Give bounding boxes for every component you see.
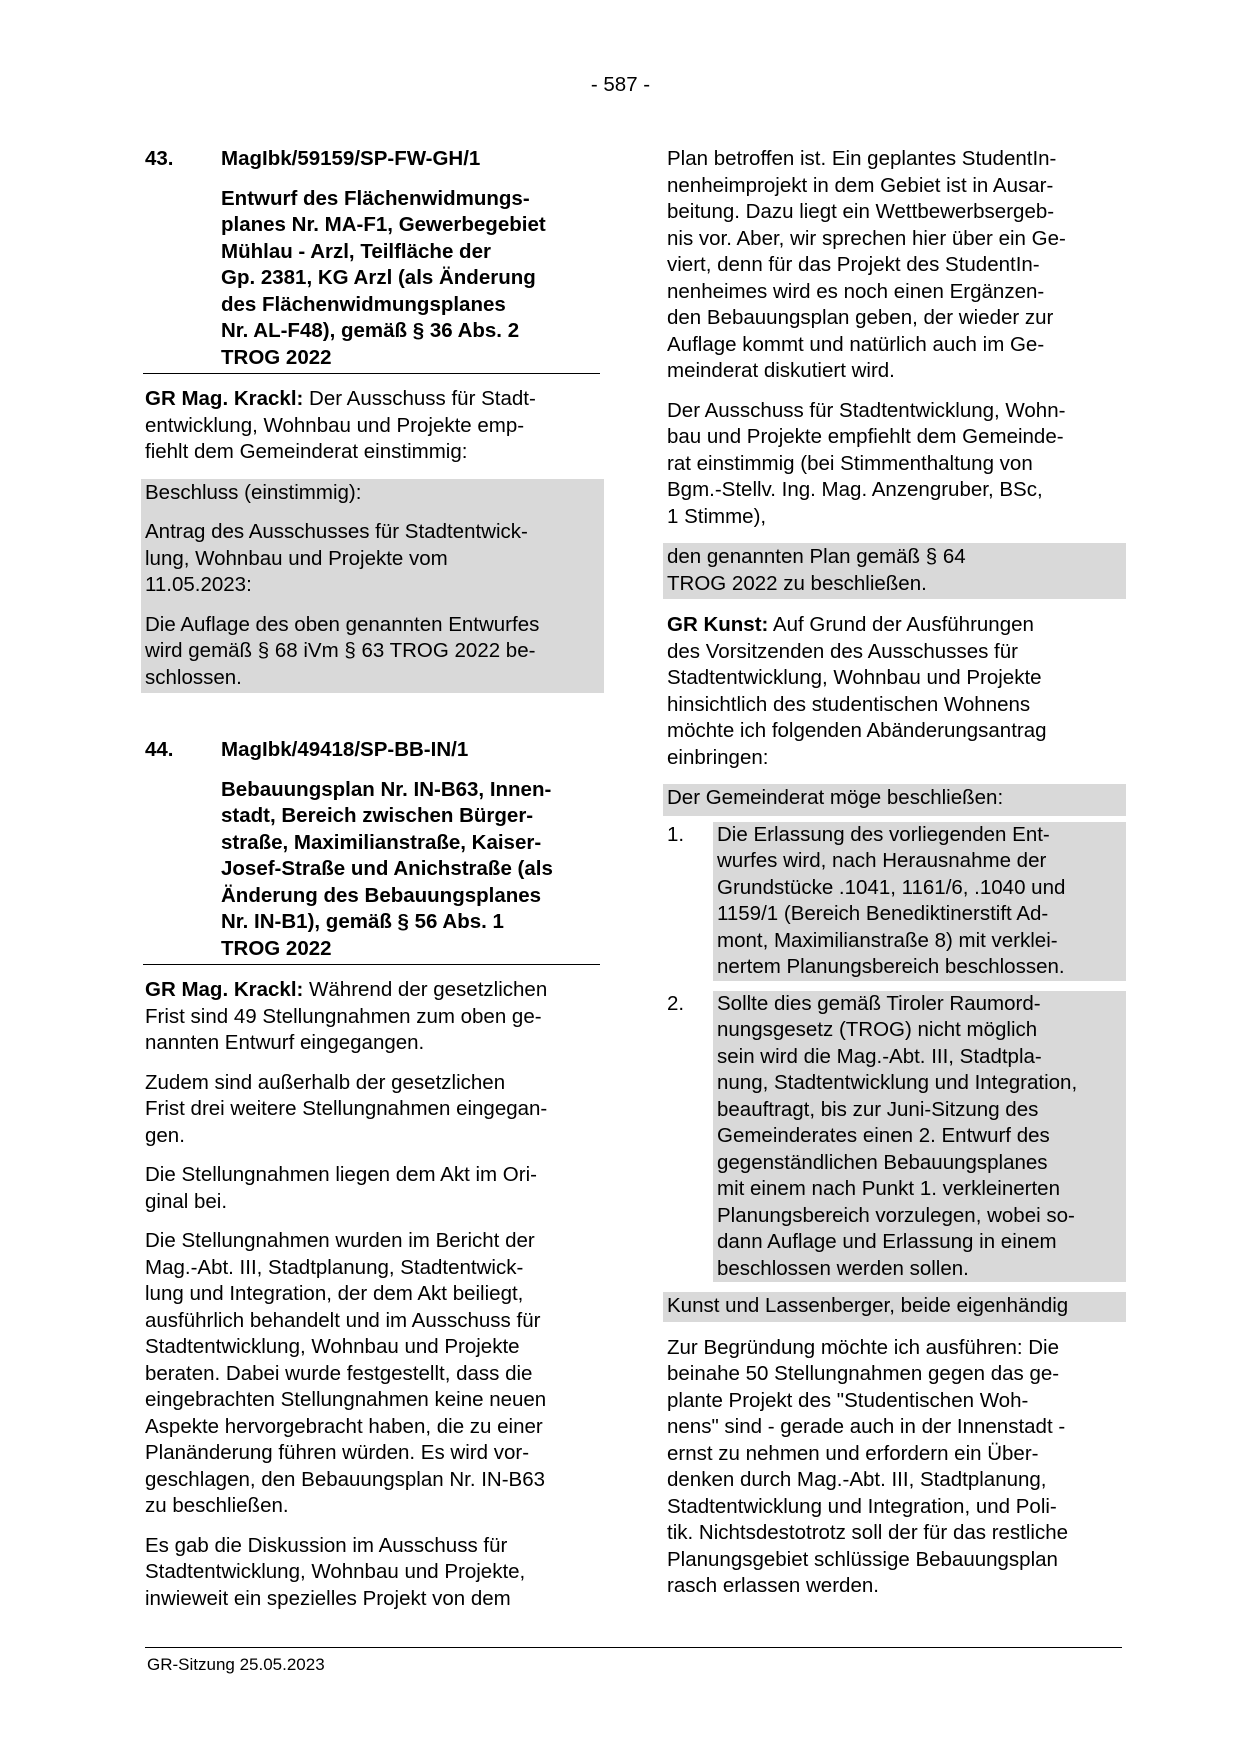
agenda-file-code: MagIbk/59159/SP-FW-GH/1 [221, 147, 481, 170]
decision-text: Die Auflage des oben genannten Entwurfes wird gemäß § 68 iVm § 63 TROG 2022 be- schlossen. [145, 612, 540, 689]
motion-list-item [667, 991, 1122, 1283]
list-number: 2. [667, 991, 685, 1015]
motion-text: Antrag des Ausschusses für Stadtentwick- lung, Wohnbau und Projekte vom 11.05.2023: [145, 520, 528, 596]
agenda-item-header [145, 146, 600, 173]
agenda-number: 44. [145, 738, 174, 761]
speech-text: Der Ausschuss für Stadt- entwicklung, Wohnbau und Projekte emp- fiehlt dem Gemeinderat einstimmig: [145, 387, 536, 463]
divider [143, 373, 600, 374]
right-column [667, 146, 1122, 1600]
agenda-item-43 [145, 146, 600, 693]
list-text: Sollte dies gemäß Tiroler Raumord- nungsgesetz (TROG) nicht möglich sein wird die Mag.-Abt. III, Stadtpla- nung, Stadtentwicklung und Integration, beauftragt, bis zur Juni-Sitzung des Gemeinderates einen 2. Entwurf des gegenständlichen Bebauungsplanes mit einem nach Punkt 1. verkleinerten Planungsbereich vorzulegen, wobei so- dann Auflage und Erlassung in einem beschlossen werden sollen. [713, 991, 1126, 1283]
paragraph: Der Ausschuss für Stadtentwicklung, Wohn- bau und Projekte empfiehlt dem Gemeinde- rat einstimmig (bei Stimmenthaltung von Bgm.-Stellv. Ing. Mag. Anzengruber, BSc, 1 Stimme), [667, 398, 1066, 528]
list-text: Die Erlassung des vorliegenden Ent- wurfes wird, nach Herausnahme der Grundstücke .1041, 1161/6, .1040 und 1159/1 (Bereich Benediktinerstift Ad- mont, Maximilianstraße 8) mit verklei- nertem Planungsbereich beschlossen. [713, 822, 1126, 981]
left-column [145, 146, 600, 1612]
agenda-item-44 [145, 737, 600, 1612]
motion-intro: Der Gemeinderat möge beschließen: [667, 786, 1004, 809]
paragraph: Plan betroffen ist. Ein geplantes StudentIn- nenheimprojekt in dem Gebiet ist in Ausar- beitung. Dazu liegt ein Wettbewerbsergeb- nis vor. Aber, wir sprechen hier über ein Ge- viert, denn für das Projekt des StudentIn- nenheimes wird es noch einen Ergänzen- den Bebauungsplan geben, der wieder zur Auflage kommt und natürlich auch im Ge- meinderat diskutiert wird. [667, 147, 1066, 382]
justification-paragraph: Zur Begründung möchte ich ausführen: Die beinahe 50 Stellungnahmen gegen das ge- plante Projekt des "Studentischen Woh- nens" sind - gerade auch in der Innenstadt - ernst zu nehmen und erfordern ein Über- denken durch Mag.-Abt. III, Stadtplanung, Stadtentwicklung und Integration, und Poli- tik. Nichtsdestotrotz soll der für das restliche Planungsgebiet schlüssige Bebauungsplan rasch erlassen werden. [667, 1335, 1069, 1597]
agenda-number: 43. [145, 147, 174, 170]
speech-paragraph [145, 386, 600, 466]
footer-divider [145, 1647, 1122, 1648]
paragraph: Zudem sind außerhalb der gesetzlichen Frist drei weitere Stellungnahmen eingegan- gen. [145, 1070, 548, 1147]
footer-session-date: GR-Sitzung 25.05.2023 [147, 1655, 325, 1674]
paragraph: Die Stellungnahmen liegen dem Akt im Ori- ginal bei. [145, 1163, 537, 1213]
divider [143, 964, 600, 965]
signatures: Kunst und Lassenberger, beide eigenhändig [667, 1294, 1069, 1317]
speech-text: Auf Grund der Ausführungen des Vorsitzenden des Ausschusses für Stadtentwicklung, Wohnbau und Projekte hinsichtlich des studentischen Wohnens möchte ich folgenden Abänderungsantrag einbringen: [667, 613, 1047, 769]
paragraph: Es gab die Diskussion im Ausschuss für Stadtentwicklung, Wohnbau und Projekte, inwieweit ein spezielles Projekt von dem [145, 1533, 526, 1610]
motion-list-item [667, 822, 1122, 981]
speech-text: Während der gesetzlichen Frist sind 49 Stellungnahmen zum oben ge- nannten Entwurf eingegangen. [145, 978, 548, 1054]
speech-paragraph [667, 612, 1122, 771]
speaker-name: GR Mag. Krackl: [145, 387, 304, 410]
page-number: - 587 - [590, 73, 651, 96]
motion-list [667, 816, 1122, 1285]
agenda-file-code: MagIbk/49418/SP-BB-IN/1 [221, 738, 469, 761]
agenda-title: Bebauungsplan Nr. IN-B63, Innen- stadt, Bereich zwischen Bürger- straße, Maximilianstraße, Kaiser- Josef-Straße und Anichstraße (als Änderung des Bebauungsplanes Nr. IN-B1), gemäß § 56 Abs. 1 TROG 2022 [221, 777, 553, 960]
speaker-name: GR Mag. Krackl: [145, 978, 304, 1001]
speaker-name: GR Kunst: [667, 613, 769, 636]
resolution-label: Beschluss (einstimmig): [145, 480, 362, 504]
agenda-title: Entwurf des Flächenwidmungs- planes Nr. MA-F1, Gewerbegebiet Mühlau - Arzl, Teilfläche der Gp. 2381, KG Arzl (als Änderung des Flächenwidmungsplanes Nr. AL-F48), gemäß § 36 Abs. 2 TROG 2022 [221, 186, 546, 369]
signatures-block [663, 1292, 1126, 1322]
decision-block [663, 543, 1126, 599]
motion-intro-block [663, 784, 1126, 816]
resolution-block [141, 479, 604, 694]
amendment-motion [667, 784, 1122, 1322]
paragraph: Die Stellungnahmen wurden im Bericht der Mag.-Abt. III, Stadtplanung, Stadtentwick- lung und Integration, der dem Akt beiliegt, ausführlich behandelt und im Ausschuss für Stadtentwicklung, Wohnbau und Projekte beraten. Dabei wurde festgestellt, dass die eingebrachten Stellungnahmen keine neuen Aspekte hervorgebracht haben, die zu einer Planänderung führen würden. Es wird vor- geschlagen, den Bebauungsplan Nr. IN-B63 zu beschließen. [145, 1229, 547, 1517]
agenda-item-header [145, 737, 600, 764]
list-number: 1. [667, 822, 685, 846]
speech-paragraph [145, 977, 600, 1057]
decision-text: den genannten Plan gemäß § 64 TROG 2022 zu beschließen. [667, 545, 966, 595]
